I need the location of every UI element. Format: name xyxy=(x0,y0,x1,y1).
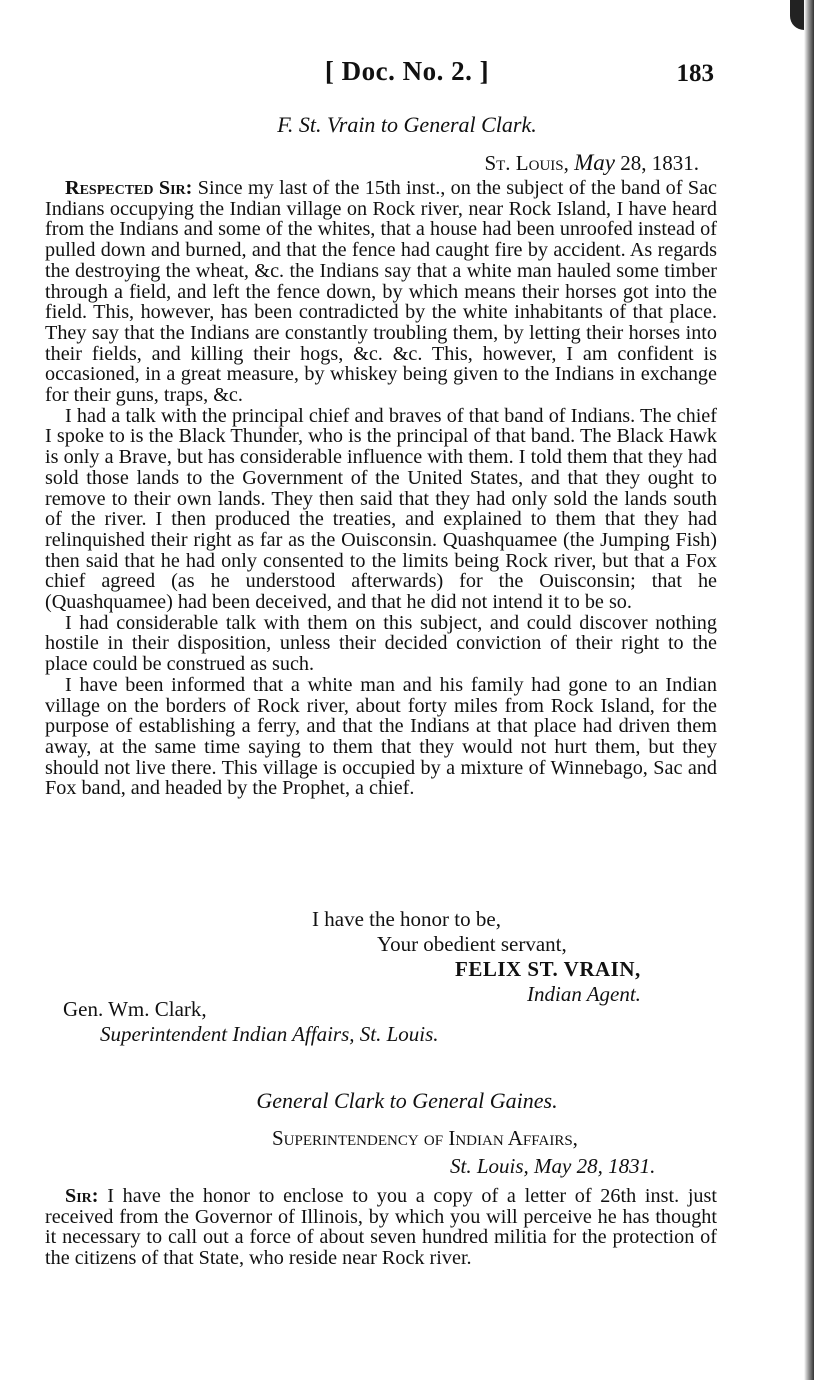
closing-line-2: Your obedient servant, xyxy=(377,932,567,956)
letter2-salutation: Sir: xyxy=(65,1185,99,1207)
dateline-rest: 28, 1831. xyxy=(620,151,699,175)
page-header xyxy=(0,56,814,96)
letter2-dateline-line1: Superintendency of Indian Affairs, xyxy=(272,1126,578,1150)
salutation: Respected Sir: xyxy=(65,177,193,199)
addressee-title: Superintendent Indian Affairs, St. Louis. xyxy=(100,1022,439,1046)
addressee-name: Gen. Wm. Clark, xyxy=(63,997,207,1021)
page-edge-shadow xyxy=(804,0,814,1380)
letter1-dateline xyxy=(484,150,699,176)
letter1-paragraph-1 xyxy=(45,178,717,406)
letter2-title: General Clark to General Gaines. xyxy=(256,1088,558,1113)
letter2-dateline-line2: St. Louis, May 28, 1831. xyxy=(450,1154,656,1178)
letter1-paragraph-3: I had considerable talk with them on this subject, and could discover nothing hostile in their disposition, unless their decided conviction of their right to the place could be construed as such. xyxy=(45,611,717,676)
letter1-title: F. St. Vrain to General Clark. xyxy=(277,112,537,137)
letter1-paragraph-2: I had a talk with the principal chief and braves of that band of Indians. The chief I spoke to is the Black Thunder, who is the principal of that band. The Black Hawk is only a Brave, but has considerable influence with them. I told them that they had sold those lands to the Government of the United States, and that they ought to remove to their own lands. They then said that they had only sold the lands south of the river. I then produced the treaties, and explained to them that they had relinquished their right as far as the Ouisconsin. Quashquamee (the Jumping Fish) then said that he had only consented to the limits being Rock river, but that a Fox chief agreed (as he understood afterwards) for the Ouisconsin; that he (Quashquamee) had been deceived, and that he did not intend it to be so. xyxy=(45,404,717,614)
doc-number: [ Doc. No. 2. ] xyxy=(324,56,490,86)
closing-line-1: I have the honor to be, xyxy=(312,907,501,931)
page-corner-shadow xyxy=(790,0,804,30)
paragraph-text: I have the honor to enclose to you a copy of a letter of 26th inst. just received from the Governor of Illinois, by which you will perceive he has thought it necessary to call out a force of about seven hundred militia for the protection of the citizens of that State, who reside near Rock river. xyxy=(45,1185,717,1270)
paragraph-text: Since my last of the 15th inst., on the subject of the band of Sac Indians occupying the Indian village on Rock river, near Rock Island, I have heard from the Indians and some of the whites, that a house had been unroofed instead of pulled down and burned, and that the fence had caught fire by accident. As regards the destroying the wheat, &c. the Indians say that a white man hauled some timber through a field, and left the fence down, by which means their horses got into the field. This, however, has been contradicted by the white inhabitants of that place. They say that the Indians are constantly troubling them, by letting their horses into their fields, and killing their hogs, &c. &c. This, however, I am confident is occasioned, in a great measure, by whiskey being given to the Indians in exchange for their guns, traps, &c. xyxy=(45,177,717,407)
letter2-paragraph-1 xyxy=(45,1186,717,1269)
page-number: 183 xyxy=(676,60,714,87)
dateline-month: May xyxy=(574,150,615,175)
letter1-body xyxy=(45,178,717,799)
signature-name: FELIX ST. VRAIN, xyxy=(455,957,641,981)
letter2-body xyxy=(45,1186,717,1269)
dateline-place: St. Louis, xyxy=(484,151,569,175)
signature-title: Indian Agent. xyxy=(527,982,641,1006)
letter1-paragraph-4: I have been informed that a white man and his family had gone to an Indian village on the borders of Rock river, about forty miles from Rock Island, for the purpose of establishing a ferry, and that the Indians at that place had driven them away, at the same time saying to them that they would not hurt them, but they should not live there. This village is occupied by a mixture of Winnebago, Sac and Fox band, and headed by the Prophet, a chief. xyxy=(45,673,717,800)
